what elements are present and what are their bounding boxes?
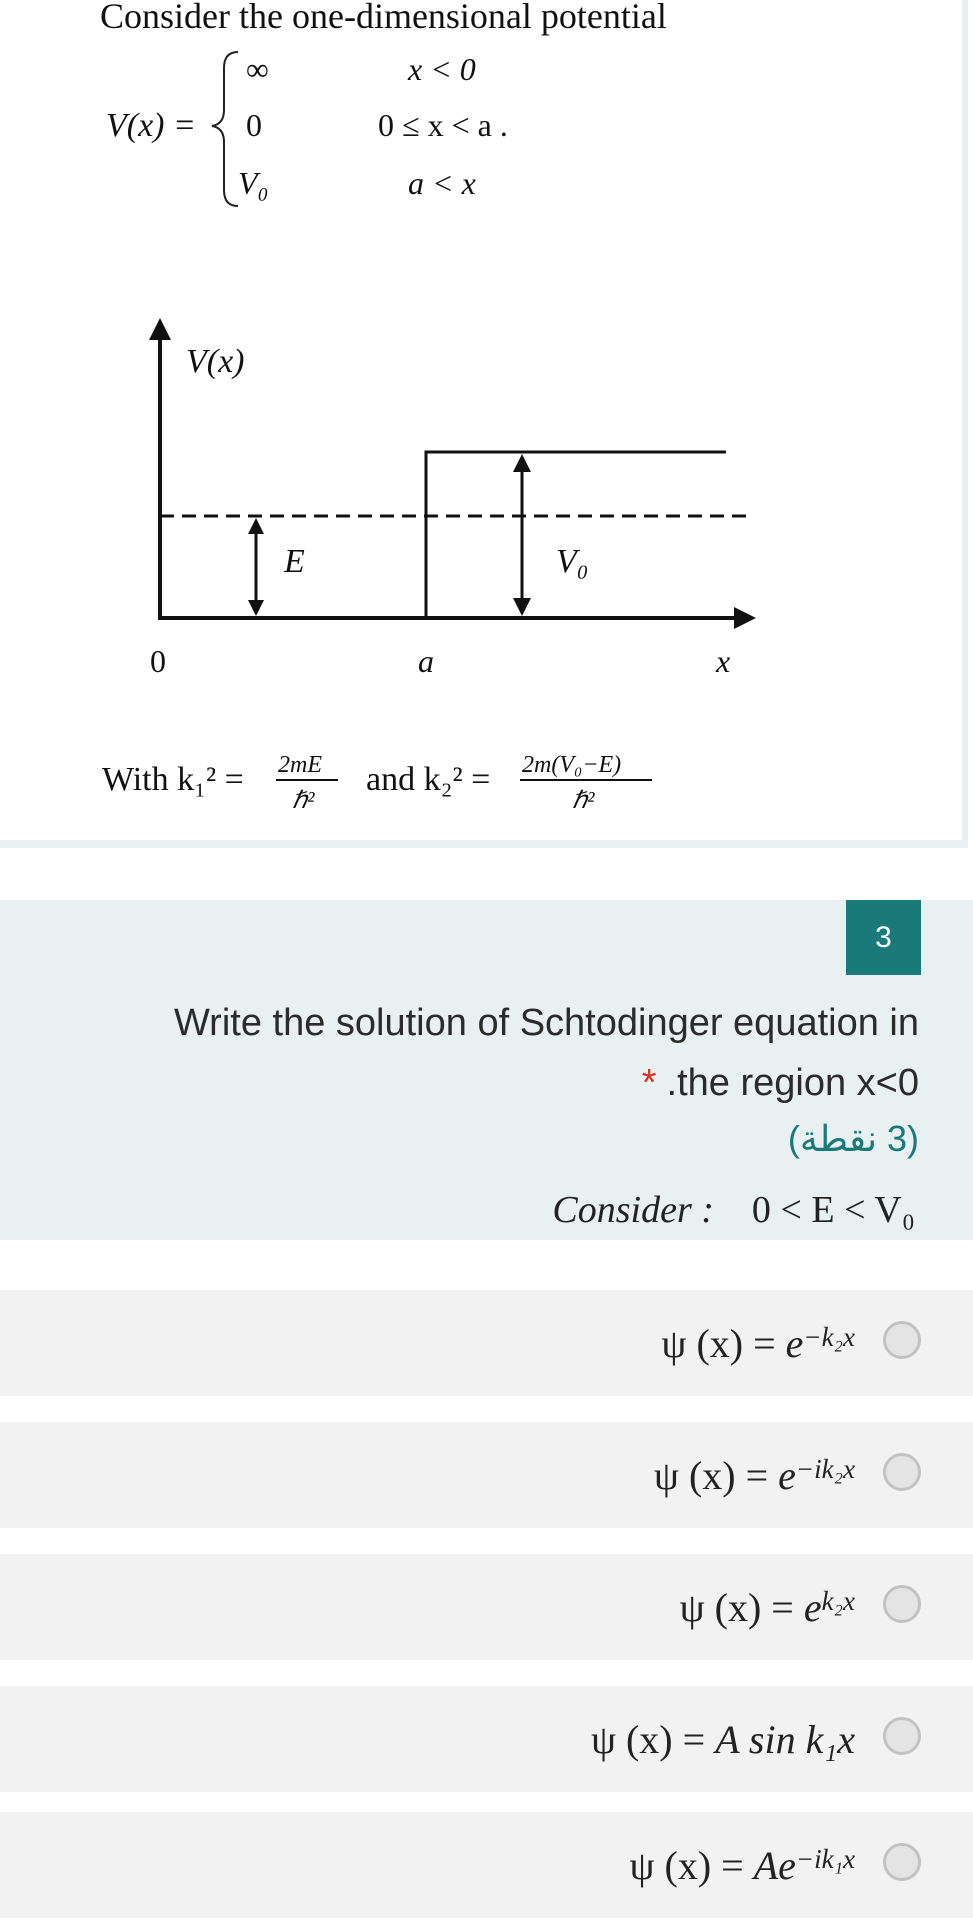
question-title-line-1: Write the solution of Schtodinger equation in — [174, 1002, 919, 1044]
case-1-value: ∞ — [246, 51, 269, 87]
option-2-radio[interactable] — [883, 1453, 921, 1491]
option-3-base: e — [803, 1584, 822, 1630]
consider-label: Consider : — [552, 1189, 714, 1231]
k2-numerator: 2m(V₀−E) — [522, 752, 622, 778]
case-1-condition: x < 0 — [408, 51, 476, 87]
potential-label: V(x) = — [106, 107, 196, 144]
consider-inequality: 0 < E < V₀ — [751, 1189, 915, 1231]
option-2-formula — [654, 1422, 855, 1528]
a-label: a — [418, 643, 434, 679]
case-3-value: V₀ — [238, 165, 269, 201]
option-5-exponent: −ik₁x — [795, 1843, 855, 1874]
barrier-outline — [426, 452, 726, 618]
option-4-formula — [591, 1686, 855, 1792]
barrier-height-label: V₀ — [556, 543, 589, 580]
option-1-radio[interactable] — [883, 1321, 921, 1359]
case-2-value: 0 — [246, 107, 262, 143]
intro-text: Consider the one-dimensional potential — [100, 0, 667, 36]
option-2-exponent: −ik₂x — [795, 1453, 855, 1484]
option-1-formula — [661, 1290, 855, 1396]
option-3-lhs: ψ (x) = — [679, 1584, 794, 1630]
energy-arrow-head-down — [248, 600, 264, 616]
option-5[interactable] — [0, 1812, 973, 1918]
option-4[interactable] — [0, 1686, 973, 1792]
option-2-base: e — [778, 1452, 796, 1498]
question-image-card — [0, 0, 968, 848]
required-marker: * — [641, 1062, 657, 1104]
question-title-line-2 — [642, 1060, 919, 1106]
option-2[interactable] — [0, 1422, 973, 1528]
question-title-line-2-text: .the region x<0 — [666, 1062, 919, 1104]
consider-condition — [552, 1188, 915, 1232]
potential-figure — [0, 0, 962, 840]
x-axis-arrow — [734, 607, 756, 629]
option-3[interactable] — [0, 1554, 973, 1660]
option-3-formula — [680, 1554, 855, 1660]
option-1-base: e — [785, 1320, 804, 1366]
option-5-radio[interactable] — [883, 1843, 921, 1881]
option-5-lhs: ψ (x) = — [629, 1842, 744, 1888]
y-axis-label: V(x) — [186, 343, 245, 380]
option-3-exponent: k₂x — [821, 1585, 855, 1616]
option-4-base: A sin k₁x — [715, 1716, 855, 1762]
option-5-formula — [629, 1812, 855, 1918]
option-1-exponent: −k₂x — [803, 1321, 855, 1352]
option-5-base: Ae — [753, 1842, 796, 1888]
points-label: (3 نقطة) — [787, 1118, 919, 1159]
option-4-lhs: ψ (x) = — [590, 1716, 706, 1762]
energy-label: E — [284, 543, 305, 580]
k2-denominator: ℏ² — [572, 788, 595, 814]
option-4-radio[interactable] — [883, 1717, 921, 1755]
question-number-badge: 3 — [846, 900, 921, 975]
x-axis-label: x — [716, 643, 731, 679]
case-2-condition: 0 ≤ x < a . — [378, 107, 508, 143]
k1-denominator: ℏ² — [292, 788, 315, 814]
with-k1-text: With k₁² = — [102, 761, 244, 798]
energy-arrow-head-up — [248, 518, 264, 534]
barrier-arrow-head-down — [513, 598, 531, 616]
option-2-lhs: ψ (x) = — [653, 1452, 769, 1498]
barrier-arrow-head-up — [513, 454, 531, 472]
origin-label: 0 — [150, 643, 166, 679]
k1-numerator: 2mE — [278, 752, 322, 778]
piecewise-brace — [212, 52, 238, 206]
option-1[interactable] — [0, 1290, 973, 1396]
y-axis-arrow — [149, 318, 171, 340]
option-3-radio[interactable] — [883, 1585, 921, 1623]
and-k2-text: and k₂² = — [366, 761, 491, 798]
case-3-condition: a < x — [408, 165, 476, 201]
option-1-lhs: ψ (x) = — [661, 1320, 776, 1366]
